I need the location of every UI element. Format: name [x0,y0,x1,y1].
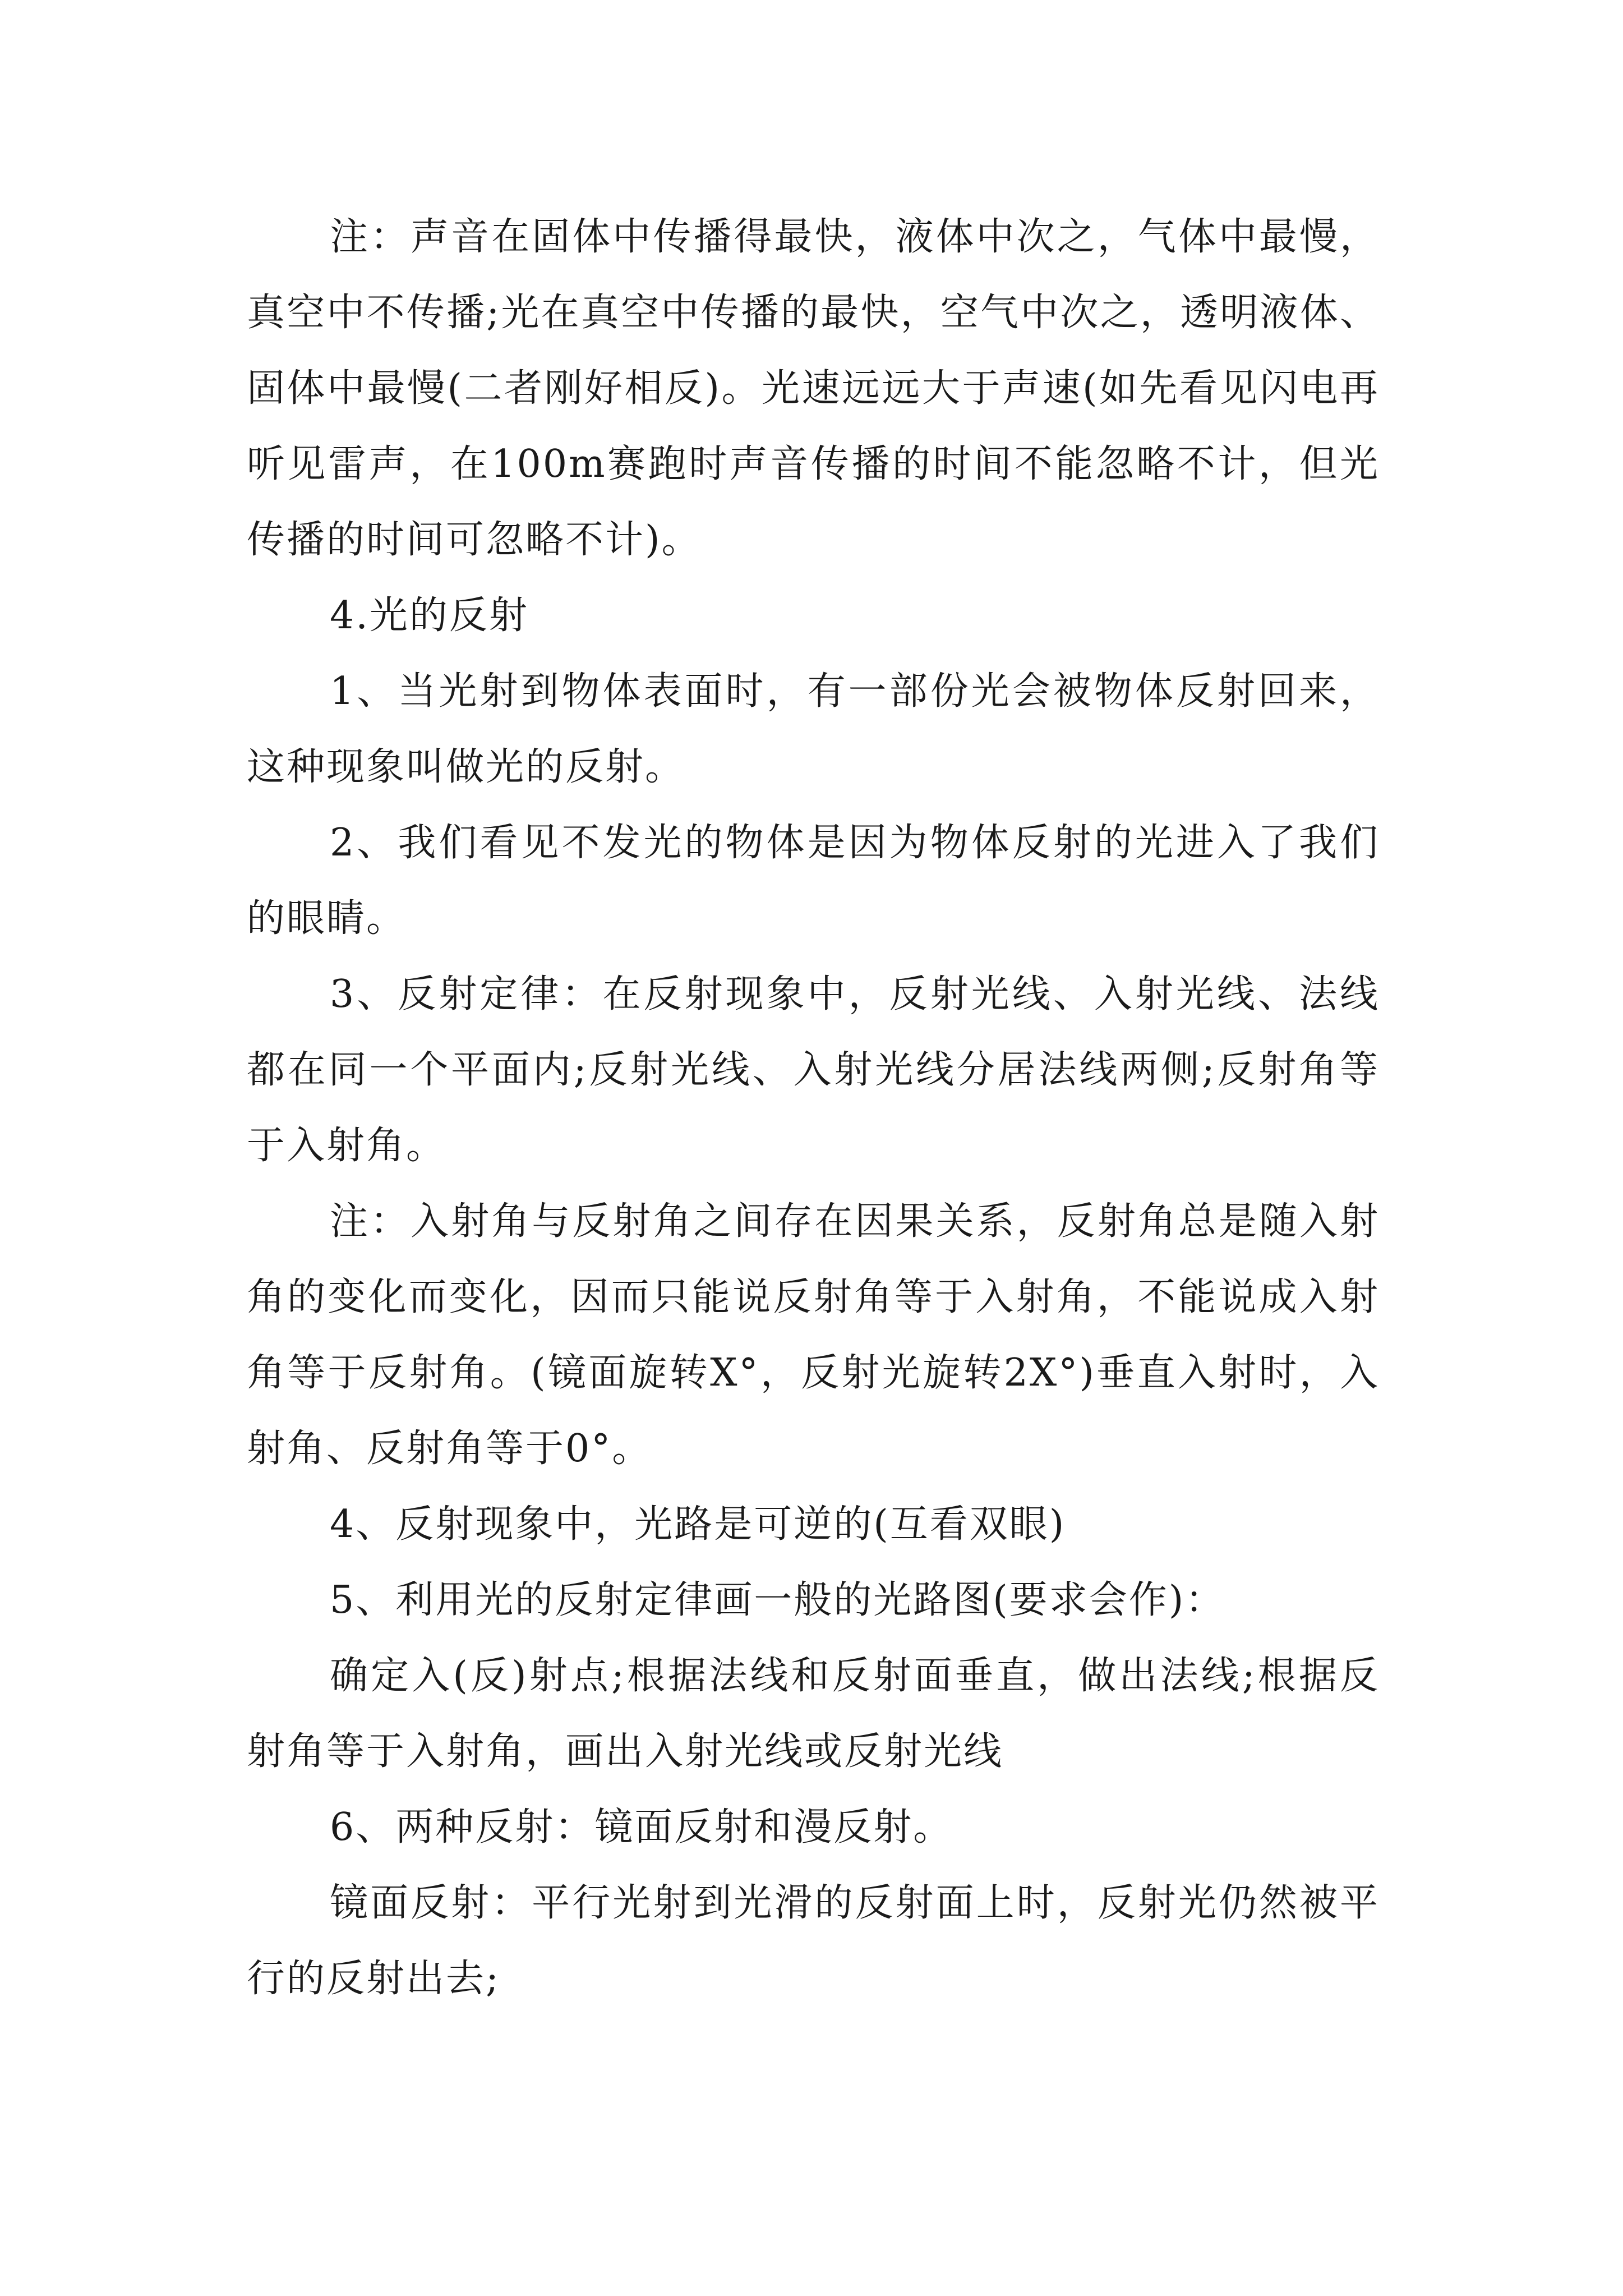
paragraph-reversible-path: 4、反射现象中，光路是可逆的(互看双眼) [330,1502,1066,1547]
paragraph-sound-light-speed-note: 注：声音在固体中传播得最快，液体中次之，气体中最慢，真空中不传播;光在真空中传播的最快，空气中次之，透明液体、固体中最慢(二者刚好相反)。光速远远大于声速(如先看见闪电再听见雷声，在100m赛跑时声音传播的时间不能忽略不计，但光传播的时间可忽略不计)。 [247,215,1380,562]
paragraph-reflection-law: 3、反射定律：在反射现象中，反射光线、入射光线、法线都在同一个平面内;反射光线、入射光线分居法线两侧;反射角等于入射角。 [247,972,1380,1168]
paragraph-reflection-definition: 1、当光射到物体表面时，有一部份光会被物体反射回来，这种现象叫做光的反射。 [247,669,1380,789]
paragraph-diagram-steps: 确定入(反)射点;根据法线和反射面垂直，做出法线;根据反射角等于入射角，画出入射光线或反射光线 [247,1654,1380,1774]
section-heading-reflection: 4.光的反射 [330,593,529,638]
paragraph-light-path-diagram: 5、利用光的反射定律画一般的光路图(要求会作)： [330,1578,1225,1622]
paragraph-specular-reflection: 镜面反射：平行光射到光滑的反射面上时，反射光仍然被平行的反射出去; [247,1881,1380,2001]
paragraph-two-reflections: 6、两种反射：镜面反射和漫反射。 [330,1805,953,1849]
paragraph-seeing-objects: 2、我们看见不发光的物体是因为物体反射的光进入了我们的眼睛。 [247,821,1380,941]
document-body [247,199,1380,2017]
paragraph-reflection-angle-note: 注：入射角与反射角之间存在因果关系，反射角总是随入射角的变化而变化，因而只能说反射角等于入射角，不能说成入射角等于反射角。(镜面旋转X°，反射光旋转2X°)垂直入射时，入射角、反射角等于0°。 [247,1199,1380,1471]
